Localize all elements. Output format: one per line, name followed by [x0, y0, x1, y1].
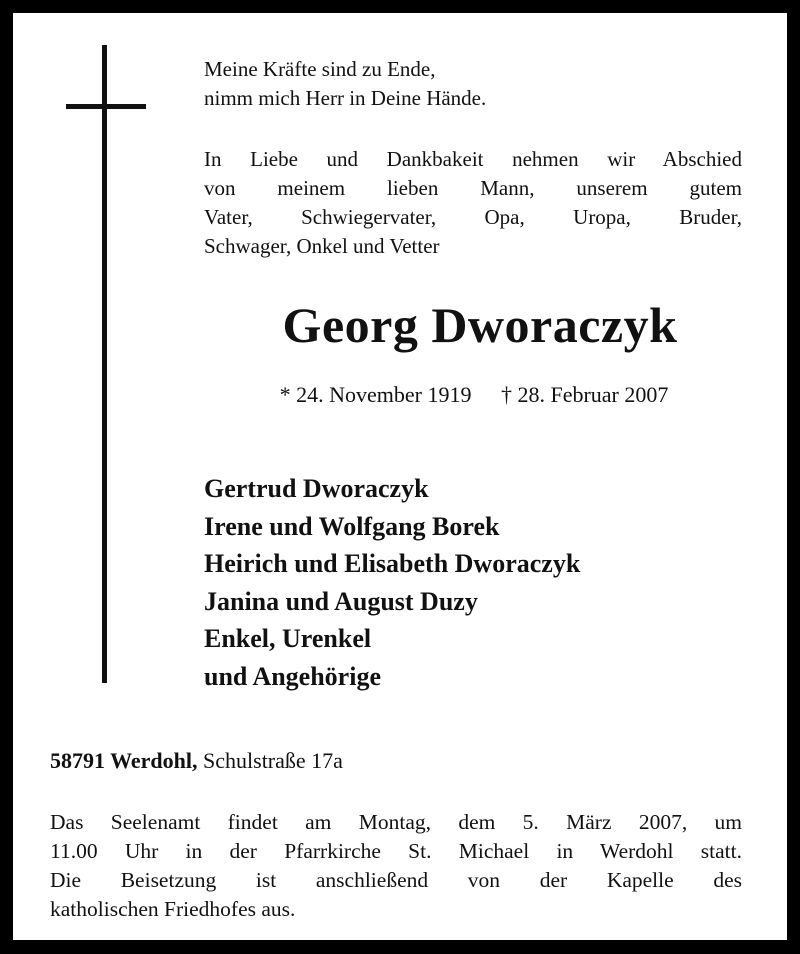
intro-line: In Liebe und Dankbakeit nehmen wir Abschied: [204, 147, 742, 171]
intro-text: [204, 145, 742, 261]
service-line: Die Beisetzung ist anschließend von der Kapelle des: [50, 868, 742, 892]
service-line: Das Seelenamt findet am Montag, dem 5. März 2007, um: [50, 810, 742, 834]
mourner: Gertrud Dworaczyk: [204, 474, 429, 503]
verse: [204, 55, 486, 113]
address-city: 58791 Werdohl,: [50, 748, 198, 773]
deceased-name: Georg Dworaczyk: [282, 297, 678, 353]
address: [50, 748, 343, 774]
service-info: [50, 808, 742, 924]
verse-line: nimm mich Herr in Deine Hände.: [204, 86, 487, 110]
life-dates: [204, 382, 744, 408]
intro-line: Schwager, Onkel und Vetter: [204, 234, 440, 258]
verse-line: Meine Kräfte sind zu Ende,: [204, 57, 436, 81]
cross-icon: [102, 45, 107, 683]
mourner: Janina und August Duzy: [204, 586, 478, 616]
death-date: † 28. Februar 2007: [500, 382, 669, 407]
birth-date: * 24. November 1919: [279, 382, 472, 407]
cross-icon-bar: [66, 104, 146, 109]
mourner: und Angehörige: [204, 661, 381, 691]
mourners-list: [204, 470, 580, 695]
service-line: katholischen Friedhofes aus.: [50, 897, 296, 921]
intro-line: Vater, Schwiegervater, Opa, Uropa, Bruder,: [204, 205, 742, 229]
address-street: Schulstraße 17a: [203, 748, 343, 773]
mourner: Irene und Wolfgang Borek: [204, 511, 500, 541]
mourner: Heirich und Elisabeth Dworaczyk: [204, 549, 581, 578]
service-line: 11.00 Uhr in der Pfarrkirche St. Michael in Werdohl statt.: [50, 839, 742, 863]
intro-line: von meinem lieben Mann, unserem gutem: [204, 176, 742, 200]
mourner: Enkel, Urenkel: [204, 624, 372, 653]
